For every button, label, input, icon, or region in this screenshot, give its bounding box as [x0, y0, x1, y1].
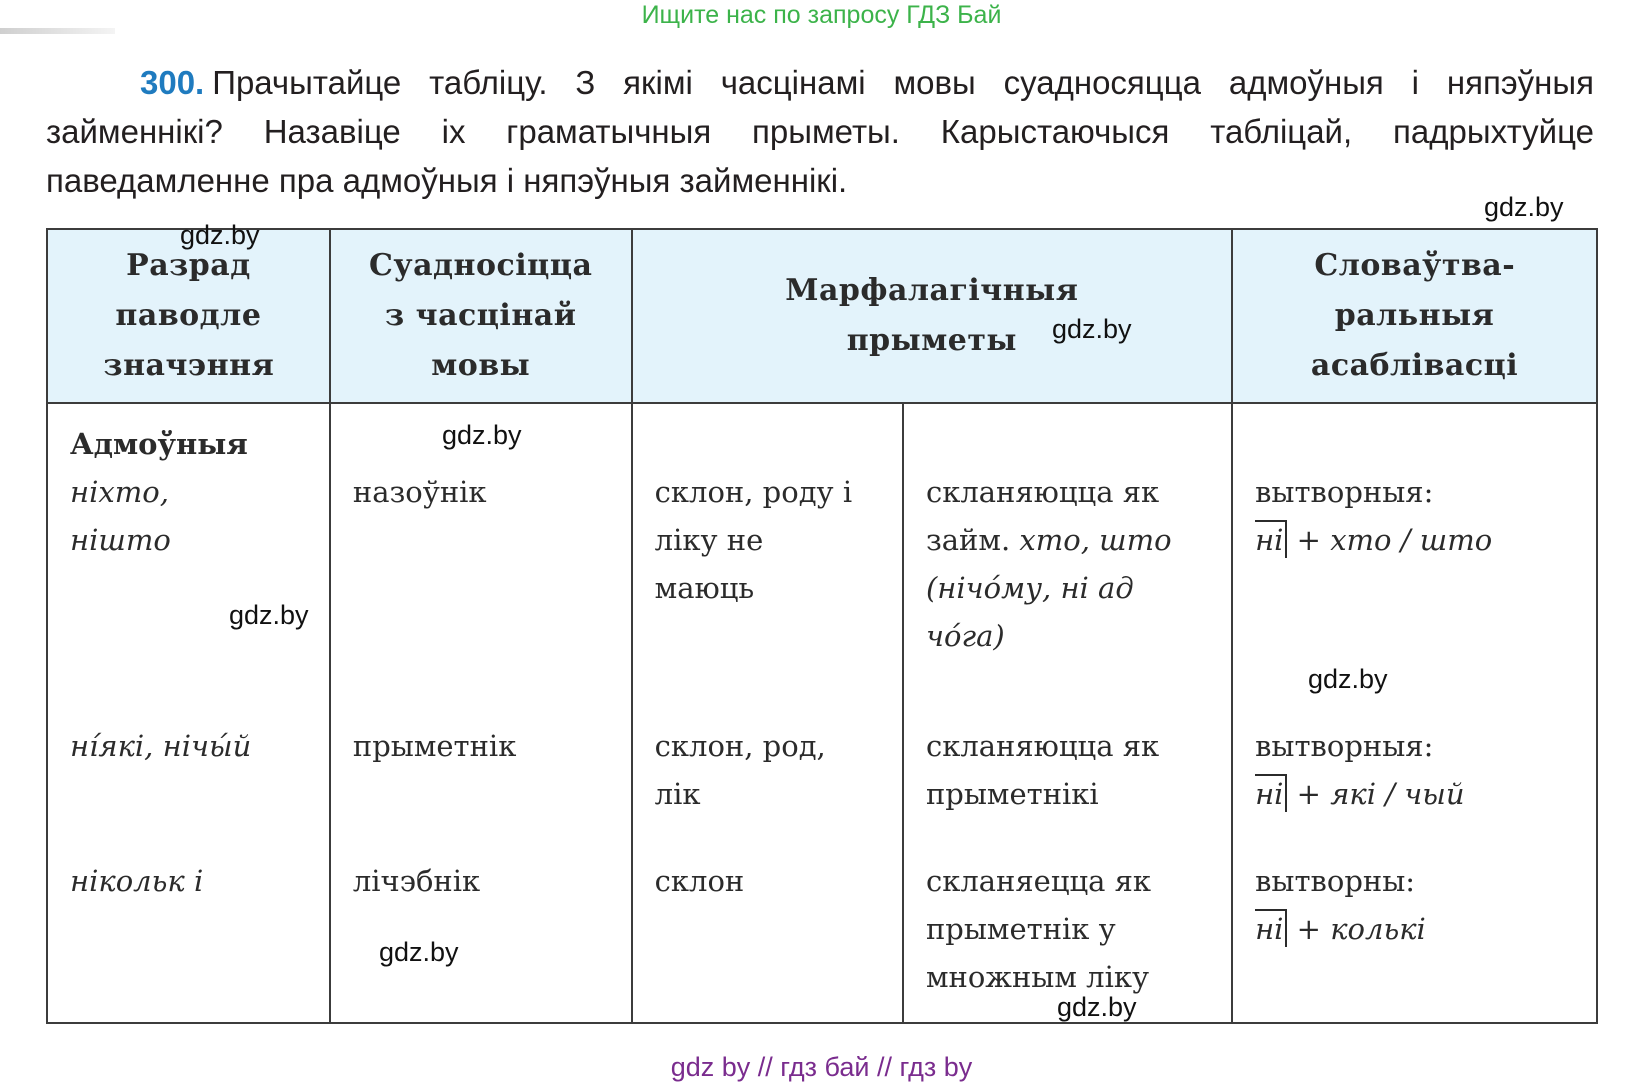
watermark: gdz.by: [379, 937, 459, 967]
word-formation: вытворныя: ні + хто / што: [1255, 475, 1493, 557]
scan-artifact: [0, 28, 115, 34]
watermark: gdz.by: [442, 420, 522, 450]
task-text: Прачытайце табліцу. З якімі часцінамі мовы суадносяцца адмоўныя і няпэўныя займеннікі? Назавіце іх граматычныя прыметы. Карыстаючыся табліцай, падрыхтуйце паведамленне пра адмоўныя і няпэўныя займеннікі.: [46, 64, 1594, 199]
declension-note: скланяецца як прыметнік у множным ліку: [925, 864, 1152, 995]
word-formation: вытворныя: ні + які / чый: [1255, 728, 1465, 811]
watermark: gdz.by: [1057, 992, 1137, 1022]
watermark: gdz.by: [1052, 314, 1132, 344]
watermark: gdz.by: [1308, 664, 1388, 694]
header-category: Разрад паводле значэння: [47, 229, 330, 403]
header-part-of-speech: Суадносіцца з часцінай мовы: [330, 229, 632, 403]
declension-note: скланяюцца як прыметнікі: [925, 728, 1160, 811]
table-row: [47, 692, 1597, 834]
watermark: gdz.by: [229, 600, 309, 630]
section-title: Адмоўныя: [70, 427, 248, 461]
word-formation: вытворны: ні + колькі: [1255, 864, 1426, 947]
pronoun-words: ніхто, нішто: [70, 475, 171, 557]
part-of-speech: лічэбнік: [352, 864, 481, 899]
declension-note: скланяюцца як займ. хто, што (нічо́му, ні ад чо́га): [925, 475, 1172, 653]
task-number: 300.: [140, 64, 205, 101]
part-of-speech: назоўнік: [352, 475, 487, 509]
watermark: gdz.by: [1484, 192, 1564, 222]
morph-features: склон, род, лік: [654, 728, 826, 811]
task-paragraph: [46, 58, 1594, 205]
pronoun-words: ні́які, нічы́й: [70, 728, 252, 763]
pronoun-words: нікольк і: [70, 864, 204, 899]
header-word-formation: Словаўтваральныя асаблівасці: [1232, 229, 1597, 403]
footer-text: gdz by // гдз бай // гдз by: [670, 1052, 973, 1082]
banner-text: Ищите нас по запросу ГДЗ Бай: [641, 1, 1002, 29]
morph-features: склон, роду і ліку не маюць: [654, 475, 853, 605]
watermark: gdz.by: [180, 220, 260, 250]
table-header-row: [47, 229, 1597, 403]
table-row: [47, 833, 1597, 1023]
table-row: [47, 403, 1597, 692]
header-morphology: Марфалагічныя прыметы: [632, 229, 1232, 403]
morph-features: склон: [654, 864, 745, 899]
part-of-speech: прыметнік: [352, 728, 517, 763]
